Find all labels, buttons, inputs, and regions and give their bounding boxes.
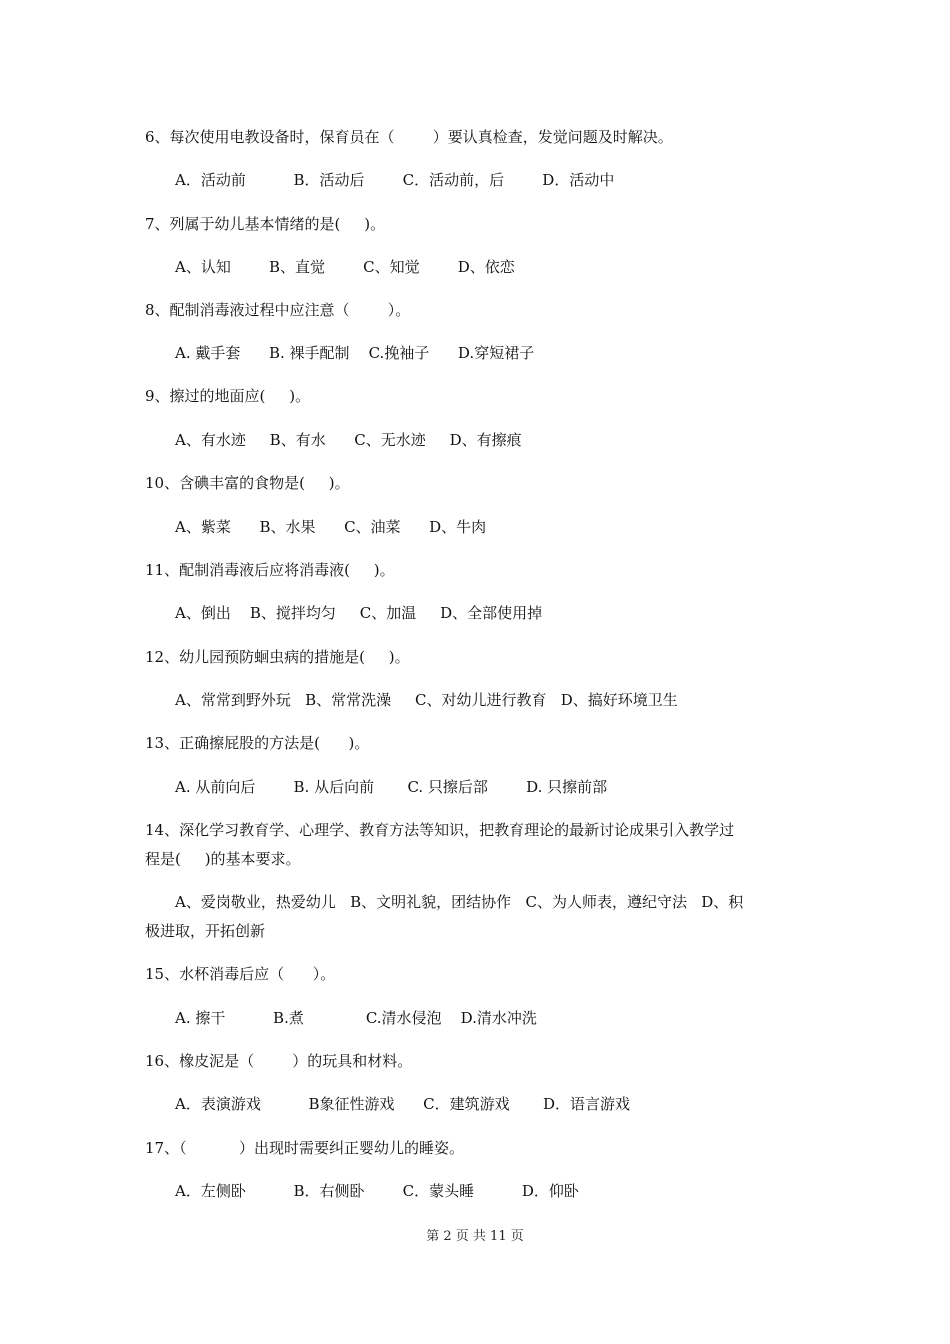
question-stem: 8、配制消毒液过程中应注意（ ）。 — [145, 301, 411, 319]
question-options: A、常常到野外玩 B、常常洗澡 C、对幼儿进行教育 D、搞好环境卫生 — [175, 691, 678, 709]
question-stem: 10、含碘丰富的食物是( )。 — [145, 474, 350, 492]
question-options: A. 从前向后 B. 从后向前 C. 只擦后部 D. 只擦前部 — [175, 778, 608, 796]
question-stem: 6、每次使用电教设备时，保育员在（ ）要认真检查，发觉问题及时解决。 — [145, 128, 673, 146]
page-footer: 第 2 页 共 11 页 — [426, 1229, 524, 1244]
question-stem: 16、橡皮泥是（ ）的玩具和材料。 — [145, 1052, 413, 1070]
question-options: A、倒出 B、搅拌均匀 C、加温 D、全部使用掉 — [175, 604, 543, 622]
question-stem: 17、（ ）出现时需要纠正婴幼儿的睡姿。 — [145, 1139, 465, 1157]
question-stem: 12、幼儿园预防蛔虫病的措施是( )。 — [145, 648, 410, 666]
question-options: A. 擦干 B.煮 C.清水侵泡 D.清水冲洗 — [175, 1009, 537, 1027]
question-stem: 9、擦过的地面应( )。 — [145, 387, 311, 405]
question-stem: 11、配制消毒液后应将消毒液( )。 — [145, 561, 395, 579]
question-stem: 15、水杯消毒后应（ ）。 — [145, 965, 336, 983]
question-stem: 7、列属于幼儿基本情绪的是( )。 — [145, 215, 386, 233]
question-options: A、紫菜 B、水果 C、油菜 D、牛肉 — [175, 518, 487, 536]
question-options: A. 戴手套 B. 裸手配制 C.挽袖子 D.穿短裙子 — [175, 344, 535, 362]
question-options: A．表演游戏 B象征性游戏 C．建筑游戏 D．语言游戏 — [175, 1095, 631, 1113]
question-stem: 13、正确擦屁股的方法是( )。 — [145, 734, 370, 752]
question-options: A．左侧卧 B．右侧卧 C．蒙头睡 D．仰卧 — [175, 1182, 579, 1200]
question-options: A．活动前 B．活动后 C．活动前，后 D．活动中 — [175, 171, 615, 189]
question-stem: 14、深化学习教育学、心理学、教育方法等知识，把教育理论的最新讨论成果引入教学过 — [145, 821, 735, 839]
question-options: A、认知 B、直觉 C、知觉 D、依恋 — [175, 258, 515, 276]
question-stem-continued: 程是( )的基本要求。 — [145, 850, 301, 868]
question-options: A、有水迹 B、有水 C、无水迹 D、有擦痕 — [175, 431, 522, 449]
question-options-continued: 极进取，开拓创新 — [145, 922, 266, 940]
question-options: A、爱岗敬业，热爱幼儿 B、文明礼貌，团结协作 C、为人师表，遵纪守法 D、积 — [175, 893, 744, 911]
